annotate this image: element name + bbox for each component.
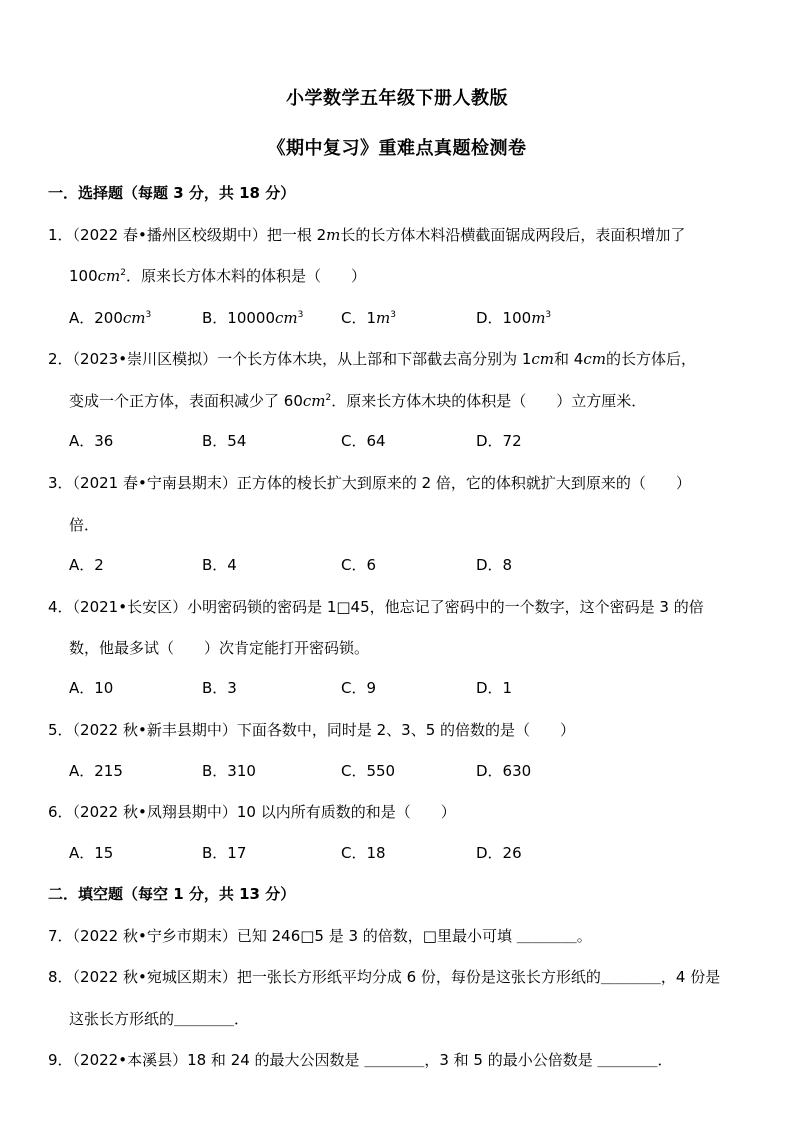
section-heading-fill: 二．填空题（每空 1 分，共 13 分） xyxy=(48,885,296,903)
question-8-line-2: 这张长方形纸的＿＿＿＿． xyxy=(69,1010,250,1028)
q6-option-b: B．17 xyxy=(202,844,247,862)
q5-option-c: C．550 xyxy=(341,762,396,780)
q5-option-b: B．310 xyxy=(202,762,256,780)
q1-text-c: ．原来长方体木料的体积是（ ） xyxy=(126,267,367,285)
q3-option-d: D．8 xyxy=(476,556,513,574)
question-2-line-2: 变成一个正方体，表面积减少了 $60cm^2$．原来长方体木块的体积是（ ）立方厘米． xyxy=(69,392,647,410)
question-3-line-2: 倍． xyxy=(69,516,100,534)
q5-option-d: D．630 xyxy=(476,762,532,780)
q4-option-d: D．1 xyxy=(476,679,513,697)
question-2-line-1: 2．（2023•崇川区模拟）一个长方体木块，从上部和下部截去高分别为 1cm和 4cm的长方体后， xyxy=(48,350,696,368)
q2-option-d: D．72 xyxy=(476,432,522,450)
q4-option-a: A．10 xyxy=(69,679,114,697)
q3-option-b: B．4 xyxy=(202,556,237,574)
question-3-line-1: 3．（2021 春•宁南县期末）正方体的棱长扩大到原来的 2 倍，它的体积就扩大到原来的（ ） xyxy=(48,474,691,492)
question-6-line-1: 6．（2022 秋•凤翔县期中）10 以内所有质数的和是（ ） xyxy=(48,803,456,821)
q6-option-a: A．15 xyxy=(69,844,114,862)
q1-option-b: B．$10000cm^3$ xyxy=(202,309,304,327)
q6-option-c: C．18 xyxy=(341,844,386,862)
q1-unit-2: cm xyxy=(97,267,121,285)
q2-option-c: C．64 xyxy=(341,432,386,450)
question-7-line-1: 7．（2022 秋•宁乡市期末）已知 246□5 是 3 的倍数，□里最小可填 ＿＿＿＿。 xyxy=(48,927,592,945)
question-4-line-1: 4．（2021•长安区）小明密码锁的密码是 1□45，他忘记了密码中的一个数字，这个密码是 3 的倍 xyxy=(48,598,704,616)
q3-option-a: A．2 xyxy=(69,556,104,574)
q6-option-d: D．26 xyxy=(476,844,522,862)
question-4-line-2: 数，他最多试（ ）次肯定能打开密码锁。 xyxy=(69,639,370,657)
q4-option-c: C．9 xyxy=(341,679,377,697)
q4-option-b: B．3 xyxy=(202,679,237,697)
q1-unit: m xyxy=(326,226,341,244)
q3-option-c: C．6 xyxy=(341,556,377,574)
q1-text-b: 长的长方体木料沿横截面锯成两段后，表面积增加了 xyxy=(340,226,686,244)
q1-text-a: 1．（2022 春•播州区校级期中）把一根 2 xyxy=(48,226,327,244)
q1-option-d: D．$100m^3$ xyxy=(476,309,552,327)
question-9-line-1: 9．（2022•本溪县）18 和 24 的最大公因数是 ＿＿＿＿，3 和 5 的最小公倍数是 ＿＿＿＿． xyxy=(48,1051,673,1069)
question-8-line-1: 8．（2022 秋•宛城区期末）把一张长方形纸平均分成 6 份，每份是这张长方形纸的＿＿＿＿，4 份是 xyxy=(48,968,721,986)
q2-option-b: B．54 xyxy=(202,432,247,450)
q1-value: 100 xyxy=(69,267,98,285)
q2-option-a: A．36 xyxy=(69,432,114,450)
q1-exponent: 2 xyxy=(120,268,126,278)
question-1-line-2 xyxy=(69,265,366,287)
section-heading-choice: 一．选择题（每题 3 分，共 18 分） xyxy=(48,184,296,202)
page-title: 小学数学五年级下册人教版 xyxy=(286,88,508,109)
question-5-line-1: 5．（2022 秋•新丰县期中）下面各数中，同时是 2、3、5 的倍数的是（ ） xyxy=(48,721,576,739)
q1-option-c: C．$1m^3$ xyxy=(341,309,396,327)
page-subtitle: 《期中复习》重难点真题检测卷 xyxy=(267,138,527,159)
q1-option-a: A．$200cm^3$ xyxy=(69,309,152,327)
question-1-line-1 xyxy=(48,224,685,246)
q5-option-a: A．215 xyxy=(69,762,123,780)
